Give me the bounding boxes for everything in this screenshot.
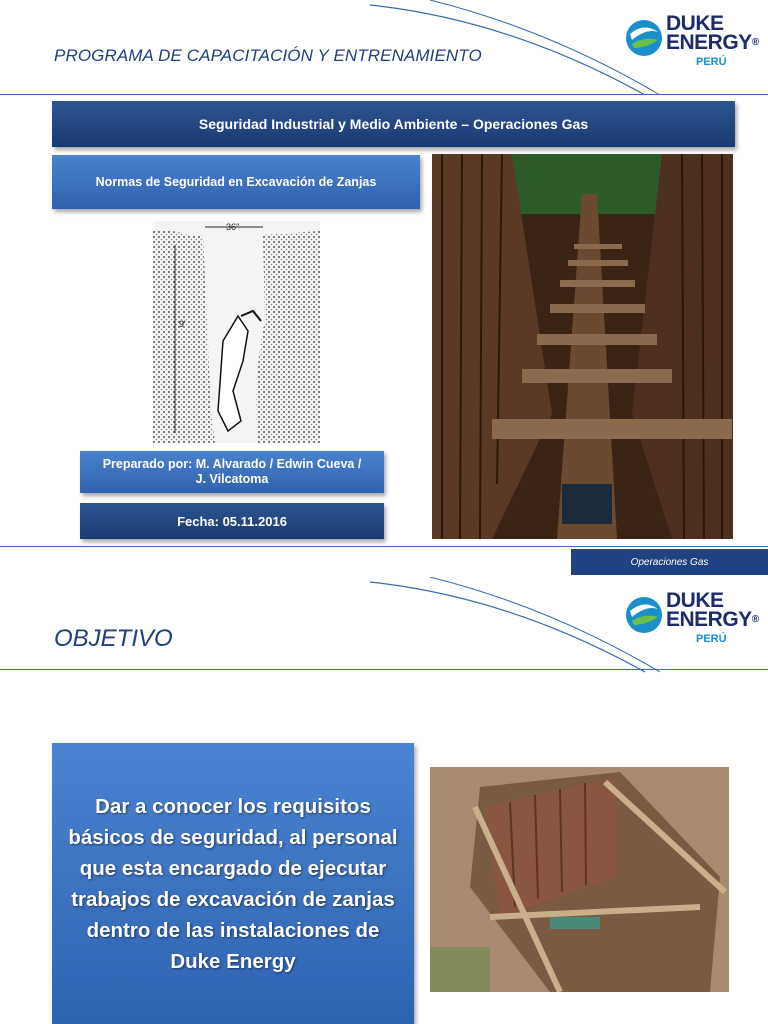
footer-divider bbox=[0, 546, 768, 547]
excavation-photo bbox=[430, 767, 729, 992]
logo-country: PERÚ bbox=[696, 56, 727, 68]
duke-energy-logo-icon bbox=[624, 595, 664, 635]
trench-diagram-image bbox=[153, 221, 320, 443]
prepared-by-banner: Preparado por: M. Alvarado / Edwin Cueva / J. Vilcatoma bbox=[80, 451, 384, 493]
footer-tab: Operaciones Gas bbox=[571, 549, 768, 575]
main-banner: Seguridad Industrial y Medio Ambiente – Operaciones Gas bbox=[52, 101, 735, 147]
slide-title: OBJETIVO bbox=[54, 625, 173, 652]
duke-energy-logo bbox=[624, 591, 764, 651]
objective-text: Dar a conocer los requisitos básicos de seguridad, al personal que esta encargado de ejecutar trabajos de excavación de zanjas dentro de las instalaciones de Duke Energy bbox=[68, 794, 398, 973]
date-banner: Fecha: 05.11.2016 bbox=[80, 503, 384, 539]
program-title: PROGRAMA DE CAPACITACIÓN Y ENTRENAMIENTO bbox=[54, 46, 482, 65]
duke-energy-logo bbox=[624, 14, 764, 74]
header-divider bbox=[0, 669, 768, 670]
diagram-depth-label: 9' bbox=[179, 319, 186, 329]
duke-energy-logo-icon bbox=[624, 18, 664, 58]
logo-wordmark: DUKE ENERGY® bbox=[666, 12, 759, 54]
diagram-width-label: 36" bbox=[226, 222, 240, 232]
trench-shoring-photo bbox=[432, 154, 733, 539]
slide-2 bbox=[0, 577, 768, 1024]
objective-box bbox=[52, 743, 414, 1024]
header-divider bbox=[0, 94, 768, 95]
logo-wordmark: DUKE ENERGY® bbox=[666, 589, 759, 631]
sub-banner: Normas de Seguridad en Excavación de Zanjas bbox=[52, 155, 420, 209]
logo-country: PERÚ bbox=[696, 633, 727, 645]
